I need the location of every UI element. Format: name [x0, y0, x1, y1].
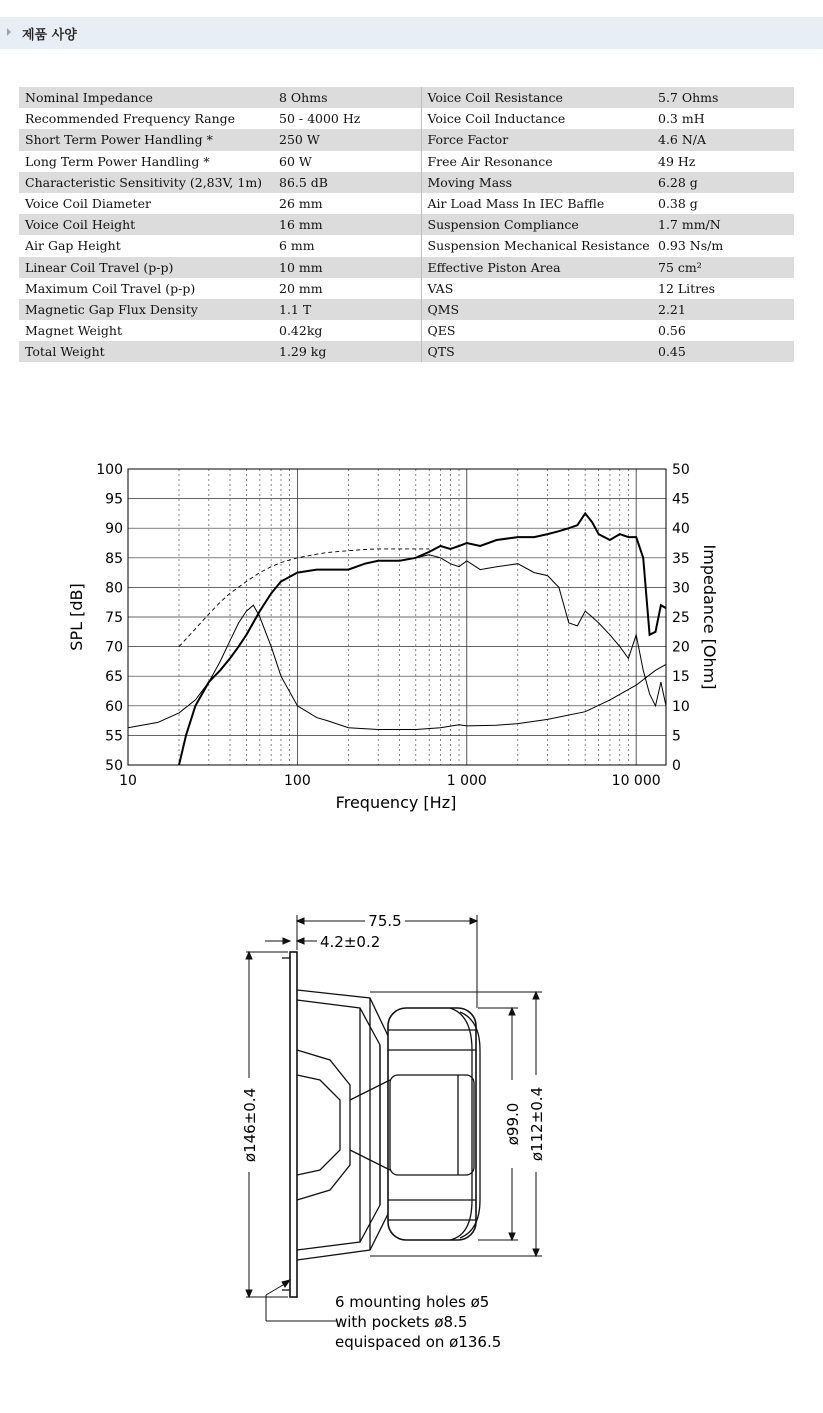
spec-label: Voice Coil Height [19, 214, 273, 235]
table-row [19, 108, 794, 129]
spec-label: QMS [421, 299, 652, 320]
spec-label: Voice Coil Inductance [421, 108, 652, 129]
spec-value: 0.38 g [658, 196, 698, 212]
y-tick-label: 60 [105, 698, 123, 715]
y2-tick-label: 10 [672, 698, 690, 715]
table-row [19, 278, 794, 299]
y2-tick-label: 40 [672, 521, 690, 538]
spec-label: Characteristic Sensitivity (2,83V, 1m) [19, 172, 273, 193]
spec-label: Force Factor [421, 129, 652, 150]
y-tick-label: 95 [105, 491, 123, 508]
spec-value: 0.45 [652, 341, 794, 362]
specs-table [19, 87, 794, 362]
spec-value: 75 cm² [652, 257, 794, 278]
spec-label: Total Weight [19, 341, 273, 362]
x-tick-label: 100 [284, 773, 311, 789]
y-tick-label: 80 [105, 580, 123, 597]
spec-label: Linear Coil Travel (p-p) [19, 257, 273, 278]
spec-value: 1.7 mm/N [652, 214, 794, 235]
table-row [19, 151, 794, 172]
spec-value: 50 - 4000 Hz [279, 111, 361, 127]
spec-label: Short Term Power Handling * [19, 129, 273, 150]
spec-label: QTS [421, 341, 652, 362]
y-axis-label: SPL [dB] [67, 583, 86, 651]
spec-value: 12 Litres [658, 280, 715, 296]
spec-value: 26 mm [279, 196, 323, 212]
x-tick-label: 10 000 [611, 773, 661, 789]
spec-value: 1.29 kg [273, 341, 421, 362]
table-row [19, 129, 794, 150]
spec-label: Maximum Coil Travel (p-p) [25, 280, 196, 296]
table-row [19, 341, 794, 362]
y-tick-label: 100 [96, 462, 123, 478]
note-line-2: with pockets ø8.5 [335, 1313, 468, 1331]
spec-value: 1.1 T [273, 299, 421, 320]
y-tick-label: 50 [105, 758, 123, 774]
y2-tick-label: 15 [672, 669, 690, 686]
note-line-3: equispaced on ø136.5 [335, 1333, 502, 1351]
drawing-svg [200, 900, 600, 1370]
y-tick-label: 85 [105, 550, 123, 567]
spec-label: Air Load Mass In IEC Baffle [421, 193, 652, 214]
section-header [0, 17, 823, 49]
spec-label: Suspension Mechanical Resistance [421, 235, 652, 256]
spec-value: 0.42kg [279, 323, 323, 339]
series-line-thin [179, 555, 666, 765]
spec-label: Free Air Resonance [421, 151, 652, 172]
x-tick-label: 10 [119, 773, 137, 789]
y-tick-label: 75 [105, 610, 123, 626]
table-row [19, 193, 794, 214]
spec-value: 2.21 [652, 299, 794, 320]
spec-value: 8 Ohms [273, 87, 421, 108]
y2-tick-label: 20 [672, 639, 690, 656]
spec-label: Voice Coil Resistance [421, 87, 652, 108]
series-line-dashed [179, 549, 429, 647]
table-row [19, 299, 794, 320]
y2-tick-label: 0 [672, 758, 681, 774]
spec-label: VAS [421, 278, 652, 299]
chart-svg [0, 440, 823, 840]
y-tick-label: 65 [105, 669, 123, 686]
spec-value: 16 mm [273, 214, 421, 235]
spec-label: Recommended Frequency Range [25, 111, 236, 127]
y-tick-label: 70 [105, 639, 123, 656]
spec-value: 20 mm [279, 280, 323, 296]
y2-tick-label: 50 [672, 462, 690, 478]
spec-label: Effective Piston Area [421, 257, 652, 278]
table-row [19, 257, 794, 278]
spec-label: Moving Mass [421, 172, 652, 193]
dim-cutout-diameter: ø112±0.4 [528, 1086, 546, 1162]
spec-value: 49 Hz [658, 153, 696, 169]
spec-label: Nominal Impedance [19, 87, 273, 108]
table-row [19, 214, 794, 235]
spec-label: Magnet Weight [25, 323, 122, 339]
spec-label: Voice Coil Diameter [25, 196, 151, 212]
x-axis-label: Frequency [Hz] [335, 793, 457, 812]
spec-value: 60 W [279, 153, 312, 169]
section-title: 제품 사양 [22, 28, 77, 43]
specs-body [19, 87, 794, 362]
note-line-1: 6 mounting holes ø5 [335, 1293, 490, 1311]
bullet-icon [7, 28, 11, 36]
dim-magnet-diameter: ø99.0 [504, 1102, 522, 1146]
dimension-drawing [200, 900, 600, 1374]
spec-value: 86.5 dB [273, 172, 421, 193]
spec-label: Air Gap Height [25, 238, 121, 254]
spec-label: Suspension Compliance [421, 214, 652, 235]
table-row [19, 172, 794, 193]
frequency-response-chart [0, 440, 823, 844]
y2-tick-label: 25 [672, 610, 690, 626]
series-line-thick [179, 513, 666, 765]
spec-value: 6.28 g [652, 172, 794, 193]
y2-tick-label: 5 [672, 728, 681, 745]
x-tick-label: 1 000 [446, 773, 487, 789]
y2-axis-label: Impedance [Ohm] [700, 544, 719, 690]
y2-tick-label: 35 [672, 550, 690, 567]
table-row [19, 235, 794, 256]
spec-value: 0.3 mH [658, 111, 705, 127]
spec-label: Magnetic Gap Flux Density [19, 299, 273, 320]
y2-tick-label: 45 [672, 491, 690, 508]
spec-value: 0.56 [658, 323, 686, 339]
y-tick-label: 55 [105, 728, 123, 745]
dim-outer-diameter: ø146±0.4 [241, 1087, 259, 1163]
spec-value: 5.7 Ohms [652, 87, 794, 108]
spec-label: QES [421, 320, 652, 341]
spec-value: 4.6 N/A [652, 129, 794, 150]
spec-value: 10 mm [273, 257, 421, 278]
y-tick-label: 90 [105, 521, 123, 538]
table-row [19, 320, 794, 341]
dim-depth: 75.5 [368, 912, 402, 930]
dim-flange: 4.2±0.2 [320, 933, 381, 951]
spec-value: 250 W [273, 129, 421, 150]
spec-value: 6 mm [279, 238, 315, 254]
spec-value: 0.93 Ns/m [658, 238, 724, 254]
speaker-outline [282, 952, 480, 1297]
y2-tick-label: 30 [672, 580, 690, 597]
spec-label: Long Term Power Handling * [25, 153, 210, 169]
table-row [19, 87, 794, 108]
